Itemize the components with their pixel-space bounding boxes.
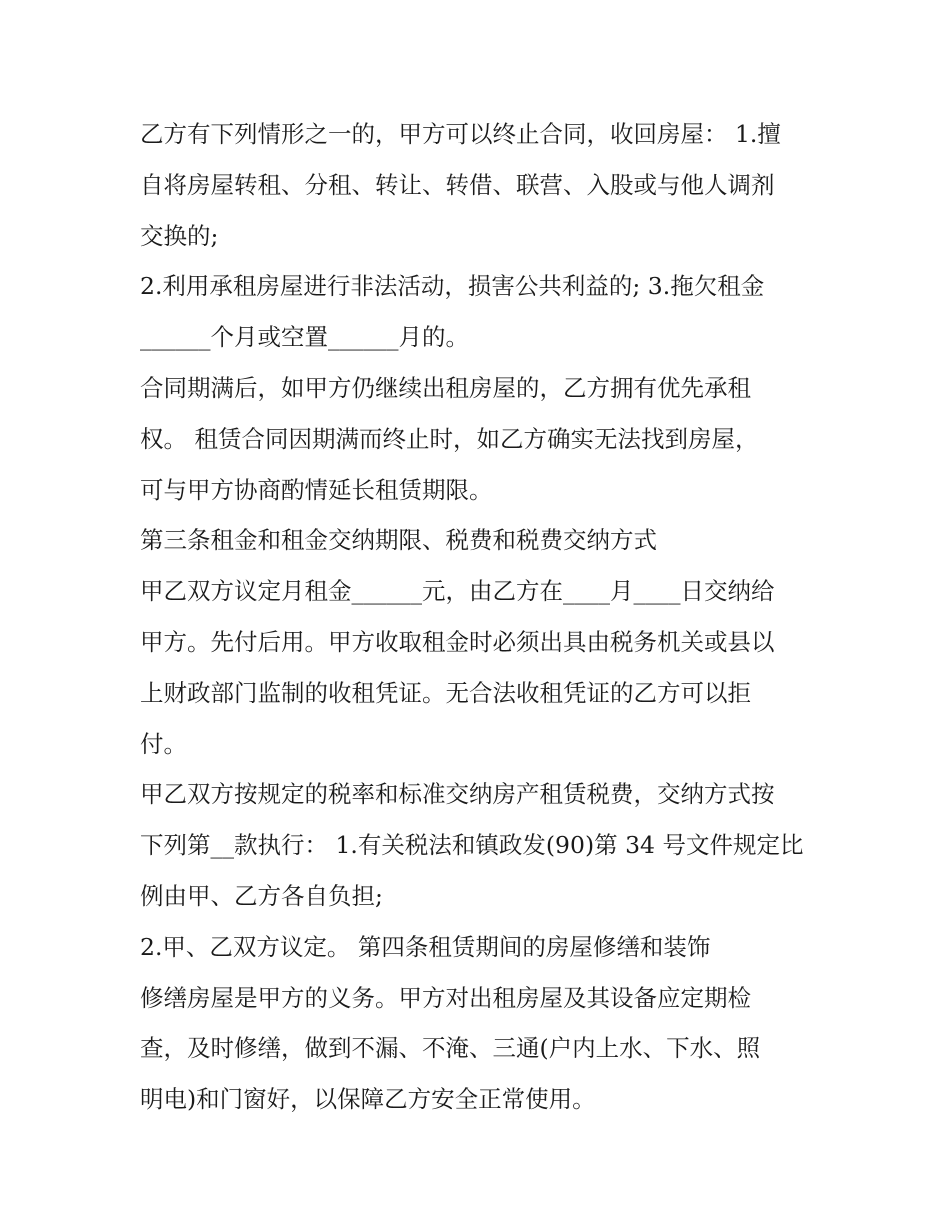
- text-line: 甲乙双方按规定的税率和标准交纳房产租赁税费，交纳方式按: [140, 780, 775, 809]
- text-line: 例由甲、乙方各自负担;: [140, 881, 383, 910]
- text-line: 明电)和门窗好，以保障乙方安全正常使用。: [140, 1085, 596, 1114]
- text-line: ______个月或空置______月的。: [140, 323, 469, 352]
- text-line: 2.利用承租房屋进行非法活动，损害公共利益的; 3.拖欠租金: [140, 272, 765, 301]
- text-line: 甲方。先付后用。甲方收取租金时必须出具由税务机关或县以: [140, 627, 775, 656]
- section-heading: 第三条租金和租金交纳期限、税费和税费交纳方式: [140, 526, 657, 555]
- text-line: 自将房屋转租、分租、转让、转借、联营、入股或与他人调剂: [140, 170, 775, 199]
- text-line: 甲乙双方议定月租金______元，由乙方在____月____日交纳给: [140, 577, 775, 606]
- text-line: 可与甲方协商酌情延长租赁期限。: [140, 475, 493, 504]
- text-line: 权。 租赁合同因期满而终止时，如乙方确实无法找到房屋，: [140, 424, 759, 453]
- text-line: 修缮房屋是甲方的义务。甲方对出租房屋及其设备应定期检: [140, 983, 751, 1012]
- text-line: 2.甲、乙双方议定。 第四条租赁期间的房屋修缮和装饰: [140, 932, 711, 961]
- text-line: 下列第__款执行： 1.有关税法和镇政发(90)第 34 号文件规定比: [140, 831, 804, 860]
- document-body: [140, 109, 830, 1125]
- text-line: 付。: [140, 729, 187, 758]
- text-line: 乙方有下列情形之一的，甲方可以终止合同，收回房屋： 1.擅: [140, 120, 781, 148]
- text-line: 合同期满后，如甲方仍继续出租房屋的，乙方拥有优先承租: [140, 373, 751, 402]
- text-line: 查，及时修缮，做到不漏、不淹、三通(户内上水、下水、照: [140, 1034, 761, 1063]
- text-line: 交换的;: [140, 221, 219, 250]
- text-line: 上财政部门监制的收租凭证。无合法收租凭证的乙方可以拒: [140, 678, 751, 707]
